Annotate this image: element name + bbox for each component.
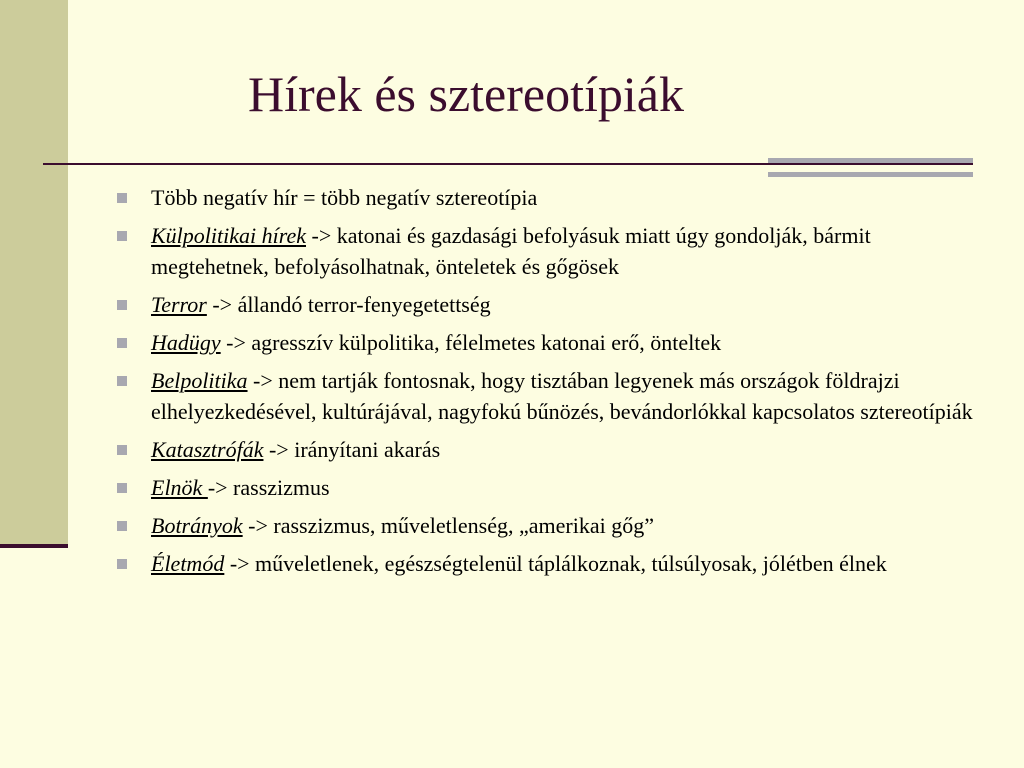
bullet-term: Terror — [151, 292, 207, 317]
bullet-item — [114, 434, 974, 465]
square-bullet-icon — [117, 483, 127, 493]
title-accent-bar-bottom — [768, 172, 973, 177]
square-bullet-icon — [117, 445, 127, 455]
title-divider — [43, 163, 973, 165]
bullet-term: Elnök — [151, 475, 208, 500]
bullet-text: -> nem tartják fontosnak, hogy tisztában legyenek más országok földrajzi elhelyezkedésével, kultúrájával, nagyfokú bűnözés, bevándorlókkal kapcsolatos sztereotípiák — [151, 368, 973, 424]
square-bullet-icon — [117, 193, 127, 203]
bullet-term: Belpolitika — [151, 368, 248, 393]
bullet-item — [114, 327, 974, 358]
bullet-term: Katasztrófák — [151, 437, 264, 462]
square-bullet-icon — [117, 338, 127, 348]
bullet-term: Botrányok — [151, 513, 243, 538]
bullet-text: -> állandó terror-fenyegetettség — [206, 292, 491, 317]
square-bullet-icon — [117, 300, 127, 310]
bullet-term: Hadügy — [151, 330, 221, 355]
square-bullet-icon — [117, 231, 127, 241]
bullet-item — [114, 365, 974, 427]
bullet-text: -> műveletlenek, egészségtelenül táplálkoznak, túlsúlyosak, jólétben élnek — [224, 551, 887, 576]
bullet-item — [114, 548, 974, 579]
square-bullet-icon — [117, 521, 127, 531]
bullet-term: Életmód — [151, 551, 225, 576]
square-bullet-icon — [117, 376, 127, 386]
slide-title: Hírek és sztereotípiák — [248, 66, 684, 122]
bullet-text: -> rasszizmus, műveletlenség, „amerikai gőg” — [242, 513, 654, 538]
bullet-item — [114, 289, 974, 320]
bullet-item — [114, 182, 974, 213]
bullet-list — [114, 182, 974, 586]
left-decor-underline — [0, 544, 68, 548]
bullet-text: Több negatív hír = több negatív sztereotípia — [151, 185, 538, 210]
bullet-item — [114, 510, 974, 541]
bullet-text: -> agresszív külpolitika, félelmetes katonai erő, önteltek — [220, 330, 722, 355]
title-accent-bar-top — [768, 158, 973, 163]
bullet-text: -> katonai és gazdasági befolyásuk miatt úgy gondolják, bármit megtehetnek, befolyásolhatnak, önteletek és gőgösek — [151, 223, 871, 279]
bullet-term: Külpolitikai hírek — [151, 223, 306, 248]
square-bullet-icon — [117, 559, 127, 569]
bullet-item — [114, 472, 974, 503]
bullet-text: -> rasszizmus — [207, 475, 330, 500]
bullet-text: -> irányítani akarás — [263, 437, 441, 462]
bullet-item — [114, 220, 974, 282]
left-decor-band — [0, 0, 68, 545]
